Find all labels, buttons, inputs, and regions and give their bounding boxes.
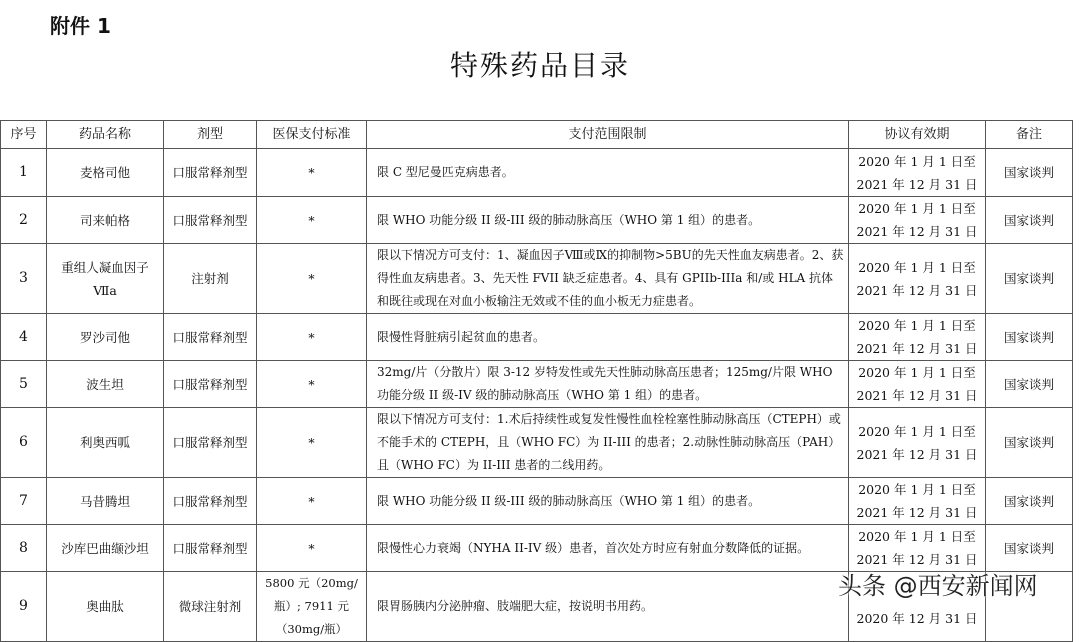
payment-standard: * [257,525,367,572]
note: 国家谈判 [986,478,1073,525]
note: 国家谈判 [986,244,1073,314]
no: 1 [1,149,47,197]
no: 3 [1,244,47,314]
drug-name: 波生坦 [47,361,164,408]
note: 国家谈判 [986,149,1073,197]
payment-standard: 5800 元（20mg/瓶）; 7911 元（30mg/瓶） [257,572,367,642]
validity-line: 2020 年 1 月 1 日至 [858,482,976,497]
validity-line: 2021 年 12 月 31 日 [856,388,978,403]
payment-limit: 限 C 型尼曼匹克病患者。 [367,149,849,197]
validity-line: 2020 年 1 月 1 日至 [858,318,976,333]
no: 5 [1,361,47,408]
payment-standard: * [257,478,367,525]
drug-name: 罗沙司他 [47,314,164,361]
note: 国家谈判 [986,525,1073,572]
drug-name: 马昔腾坦 [47,478,164,525]
payment-limit: 限以下情况方可支付：1.术后持续性或复发性慢性血栓栓塞性肺动脉高压（CTEPH）或不能手术的 CTEPH，且（WHO FC）为 II-III 的患者；2.动脉性肺动脉高压（PAH）且（WHO FC）为 II-III 患者的二线用药。 [367,408,849,478]
payment-limit: 限胃肠胰内分泌肿瘤、肢端肥大症，按说明书用药。 [367,572,849,642]
note: 国家谈判 [986,314,1073,361]
drug-name: 利奥西呱 [47,408,164,478]
validity [849,361,986,408]
attachment-label: 附件 1 [50,14,111,38]
no: 4 [1,314,47,361]
validity-line: 2021 年 12 月 31 日 [856,176,978,192]
header-validity: 协议有效期 [849,121,986,149]
note: 国家谈判 [986,361,1073,408]
table-row [1,408,1073,478]
dosage-form: 口服常释剂型 [164,314,257,361]
payment-standard: * [257,197,367,244]
payment-limit: 限 WHO 功能分级 II 级-III 级的肺动脉高压（WHO 第 1 组）的患者。 [367,478,849,525]
payment-limit: 限慢性肾脏病引起贫血的患者。 [367,314,849,361]
dosage-form: 口服常释剂型 [164,361,257,408]
validity-line: 2020 年 1 月 1 日至 [858,365,976,380]
validity-line: 2020 年 1 月 1 日至 [858,201,976,216]
validity [849,244,986,314]
payment-standard: * [257,149,367,197]
table-row [1,361,1073,408]
drug-name: 沙库巴曲缬沙坦 [47,525,164,572]
table-row [1,478,1073,525]
header-limit: 支付范围限制 [367,121,849,149]
validity-line: 2020 年 1 月 1 日至 [858,153,976,169]
dosage-form: 口服常释剂型 [164,478,257,525]
drug-name: 奥曲肽 [47,572,164,642]
validity [849,149,986,197]
drug-name: 麦格司他 [47,149,164,197]
page-title: 特殊药品目录 [449,49,630,82]
no: 8 [1,525,47,572]
payment-limit: 限以下情况方可支付：1、凝血因子Ⅷ或Ⅸ的抑制物>5BU的先天性血友病患者。2、获得性血友病患者。3、先天性 FVII 缺乏症患者。4、具有 GPIIb-IIIa 和/或 HLA 抗体和既往或现在对血小板输注无效或不佳的血小板无力症患者。 [367,244,849,314]
validity [849,197,986,244]
validity-line: 2020 年 1 月 1 日至 [858,529,976,544]
header-note: 备注 [986,121,1073,149]
validity [849,314,986,361]
dosage-form: 口服常释剂型 [164,149,257,197]
no: 6 [1,408,47,478]
validity-line: 2021 年 12 月 31 日 [856,552,978,567]
table-row [1,197,1073,244]
drug-name: 重组人凝血因子Ⅶa [47,244,164,314]
dosage-form: 口服常释剂型 [164,197,257,244]
dosage-form: 口服常释剂型 [164,525,257,572]
header-form: 剂型 [164,121,257,149]
payment-limit: 限慢性心力衰竭（NYHA II-IV 级）患者，首次处方时应有射血分数降低的证据。 [367,525,849,572]
validity-line: 2020 年 12 月 31 日 [856,610,978,626]
validity-line: 2021 年 12 月 31 日 [856,282,978,298]
dosage-form: 注射剂 [164,244,257,314]
drug-name: 司来帕格 [47,197,164,244]
drug-table [0,120,1073,642]
payment-limit: 限 WHO 功能分级 II 级-III 级的肺动脉高压（WHO 第 1 组）的患者。 [367,197,849,244]
header-no: 序号 [1,121,47,149]
no: 2 [1,197,47,244]
table-header [1,121,1073,149]
validity-line: 2020 年 1 月 1 日至 [858,423,976,439]
payment-limit: 32mg/片（分散片）限 3-12 岁特发性或先天性肺动脉高压患者；125mg/片限 WHO 功能分级 II 级-IV 级的肺动脉高压（WHO 第 1 组）的患者。 [367,361,849,408]
watermark: 头条 @西安新闻网 [838,572,1038,600]
payment-standard: * [257,361,367,408]
note: 国家谈判 [986,408,1073,478]
table-row [1,149,1073,197]
payment-standard: * [257,244,367,314]
table-row [1,244,1073,314]
no: 9 [1,572,47,642]
validity-line: 2021 年 12 月 31 日 [856,224,978,239]
validity-line: 2020 年 1 月 1 日至 [858,259,976,275]
payment-standard: * [257,314,367,361]
table-row [1,525,1073,572]
validity-line: 2021 年 12 月 31 日 [856,341,978,356]
dosage-form: 口服常释剂型 [164,408,257,478]
validity [849,478,986,525]
no: 7 [1,478,47,525]
payment-standard: * [257,408,367,478]
validity-line: 2021 年 12 月 31 日 [856,446,978,462]
header-name: 药品名称 [47,121,164,149]
validity-line: 2021 年 12 月 31 日 [856,505,978,520]
validity [849,408,986,478]
header-standard: 医保支付标准 [257,121,367,149]
table-row [1,314,1073,361]
dosage-form: 微球注射剂 [164,572,257,642]
validity [849,525,986,572]
note: 国家谈判 [986,197,1073,244]
